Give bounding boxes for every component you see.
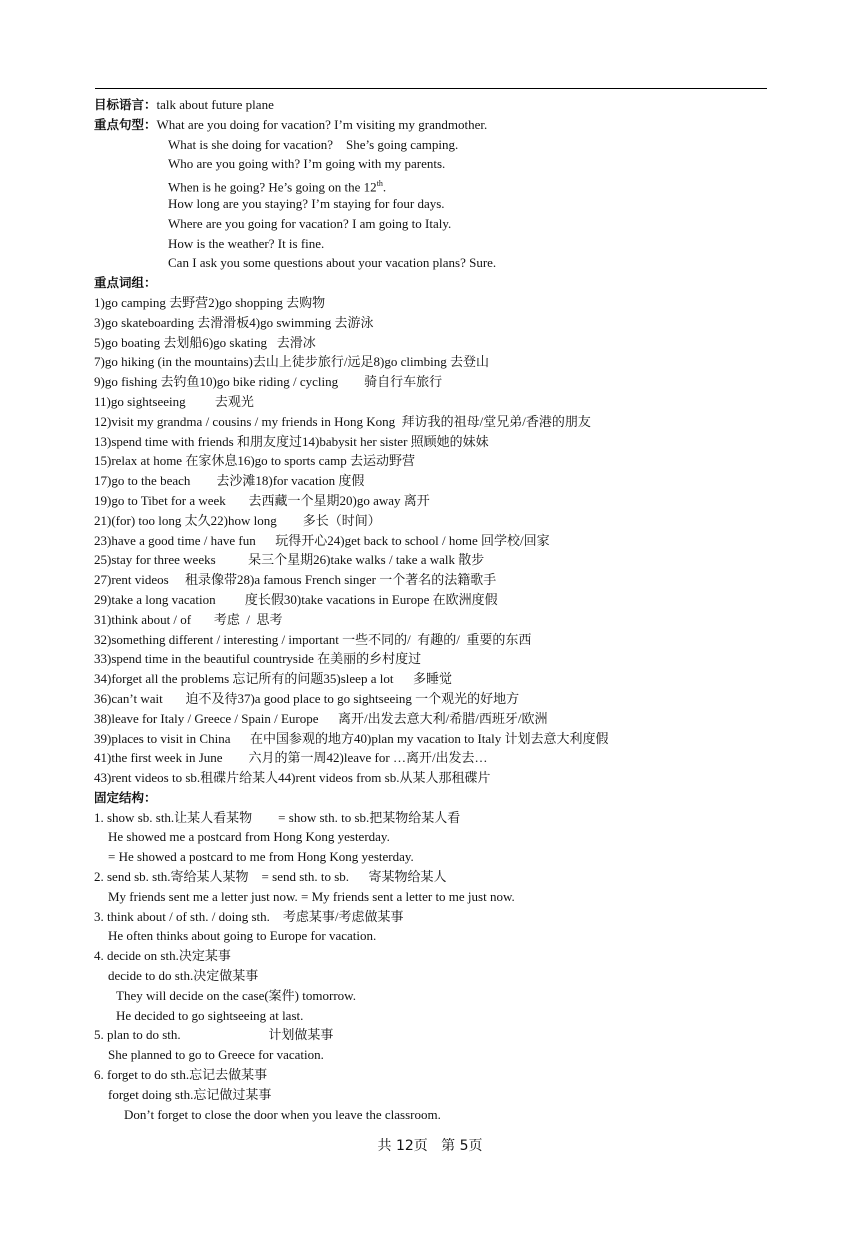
phrase-item: 28)a famous French singer 一个著名的法籍歌手: [236, 572, 497, 588]
phrase-item: 25)stay for three weeks 呆三个星期: [94, 552, 314, 568]
key-sentence: How is the weather? It is fine.: [168, 235, 325, 251]
phrase-row: [94, 550, 774, 570]
superscript-th: th: [376, 179, 383, 189]
structure-heading: 1. show sb. sth.让某人看某物 = show sth. to sb.把某物给某人看: [94, 809, 461, 825]
phrase-item: 16)go to sports camp 去运动野营: [237, 453, 415, 469]
phrase-item: 20)go away 离开: [339, 492, 430, 508]
phrase-item: 32)something different / interesting / important 一些不同的/ 有趣的/ 重要的东西: [94, 631, 532, 647]
sentence-period: .: [382, 179, 387, 194]
phrase-item: 43)rent videos to sb.租碟片给某人: [94, 770, 279, 786]
target-language-text: talk about future plane: [156, 97, 274, 112]
target-language-label: 目标语言：: [94, 97, 157, 112]
document-body: [94, 95, 774, 1124]
phrase-item: 15)relax at home 在家休息: [94, 453, 238, 469]
phrase-item: 11)go sightseeing 去观光: [94, 393, 254, 409]
page-footer: 共 12页 第 5页: [377, 1138, 483, 1154]
phrase-row: [94, 333, 774, 353]
phrase-item: 10)go bike riding / cycling 骑自行车旅行: [199, 374, 443, 390]
phrase-item: 5)go boating 去划船: [94, 334, 203, 350]
phrase-item: 13)spend time with friends 和朋友度过: [94, 433, 302, 449]
phrase-row: [94, 511, 774, 531]
phrase-item: 23)have a good time / have fun 玩得开心: [94, 532, 328, 548]
phrase-row: [94, 590, 774, 610]
phrase-row: [94, 669, 774, 689]
phrase-row: [94, 372, 774, 392]
phrase-item: 12)visit my grandma / cousins / my friends in Hong Kong 拜访我的祖母/堂兄弟/香港的朋友: [94, 413, 591, 429]
phrase-row: [94, 471, 774, 491]
structure-heading: 2. send sb. sth.寄给某人某物 = send sth. to sb. 寄某物给某人: [94, 869, 447, 885]
phrase-row: [94, 392, 774, 412]
phrase-row: [94, 610, 774, 630]
phrase-row: [94, 451, 774, 471]
structure-example: = He showed a postcard to me from Hong Kong yesterday.: [108, 849, 414, 865]
key-sentence: Can I ask you some questions about your vacation plans? Sure.: [168, 255, 497, 271]
phrase-row: [94, 689, 774, 709]
phrase-row: [94, 352, 774, 372]
phrase-row: [94, 491, 774, 511]
phrase-item: 7)go hiking (in the mountains)去山上徒步旅行/远足: [94, 354, 374, 370]
key-sentence-line: [94, 115, 774, 135]
key-sentence: What is she doing for vacation? She’s going camping.: [168, 136, 459, 152]
phrase-row: [94, 649, 774, 669]
phrase-item: 18)for vacation 度假: [255, 473, 365, 489]
phrase-item: 42)leave for …离开/出发去…: [326, 750, 488, 766]
phrase-item: 44)rent videos from sb.从某人那租碟片: [278, 770, 491, 786]
phrase-item: 3)go skateboarding 去滑滑板: [94, 314, 250, 330]
phrase-row: [94, 729, 774, 749]
structure-heading: 4. decide on sth.决定某事: [94, 948, 231, 964]
key-sentence: Who are you going with? I’m going with my parents.: [168, 156, 446, 172]
structure-list: [94, 808, 774, 1125]
phrase-item: 29)take a long vacation 度长假: [94, 591, 284, 607]
phrase-item: 37)a good place to go sightseeing 一个观光的好地方: [237, 690, 520, 706]
phrase-item: 34)forget all the problems 忘记所有的问题: [94, 671, 324, 687]
key-sentence-line: [94, 174, 774, 194]
phrase-item: 38)leave for Italy / Greece / Spain / Europe 离开/出发去意大利/希腊/西班牙/欧洲: [94, 710, 548, 726]
phrase-item: 4)go swimming 去游泳: [249, 314, 374, 330]
structure-example: forget doing sth.忘记做过某事: [108, 1086, 272, 1102]
phrase-row: [94, 531, 774, 551]
phrase-row: [94, 768, 774, 788]
structure-example: He showed me a postcard from Hong Kong yesterday.: [108, 829, 390, 845]
phrase-item: 30)take vacations in Europe 在欧洲度假: [283, 591, 498, 607]
phrase-item: 2)go shopping 去购物: [208, 294, 326, 310]
key-phrases-label: 重点词组：: [94, 275, 157, 291]
structure-heading: 5. plan to do sth. 计划做某事: [94, 1027, 334, 1043]
target-language-line: [94, 95, 774, 115]
key-sentences-label: 重点句型：: [94, 116, 157, 132]
phrase-item: 33)spend time in the beautiful countryside 在美丽的乡村度过: [94, 651, 422, 667]
phrase-item: 22)how long 多长（时间）: [210, 512, 381, 528]
phrase-item: 36)can’t wait 迫不及待: [94, 690, 238, 706]
phrase-item: 24)get back to school / home 回学校/回家: [327, 532, 550, 548]
phrase-row: [94, 313, 774, 333]
key-sentence: How long are you staying? I’m staying for four days.: [168, 195, 445, 211]
phrase-row: [94, 432, 774, 452]
header-rule: [95, 88, 767, 89]
phrase-item: 26)take walks / take a walk 散步: [313, 552, 485, 568]
structure-heading: 3. think about / of sth. / doing sth. 考虑某事/考虑做某事: [94, 908, 404, 924]
phrase-row: [94, 570, 774, 590]
phrase-row: [94, 630, 774, 650]
phrase-row: [94, 709, 774, 729]
phrase-row: [94, 748, 774, 768]
structure-example: My friends sent me a letter just now. = My friends sent a letter to me just now.: [108, 888, 515, 904]
structure-example: He decided to go sightseeing at last.: [116, 1007, 304, 1023]
phrase-item: 39)places to visit in China 在中国参观的地方: [94, 730, 354, 746]
phrase-item: 8)go climbing 去登山: [373, 354, 490, 370]
structure-example: decide to do sth.决定做某事: [108, 968, 259, 984]
phrase-item: 19)go to Tibet for a week 去西藏一个星期: [94, 492, 340, 508]
key-sentence: Where are you going for vacation? I am going to Italy.: [168, 215, 452, 231]
phrase-item: 21)(for) too long 太久: [94, 512, 211, 528]
fixed-structures-label: 固定结构：: [94, 789, 157, 805]
phrase-item: 6)go skating 去滑冰: [202, 334, 316, 350]
structure-example: He often thinks about going to Europe for vacation.: [108, 928, 377, 944]
phrase-item: 9)go fishing 去钓鱼: [94, 374, 200, 390]
phrase-row: [94, 293, 774, 313]
structure-example: They will decide on the case(案件) tomorrow.: [116, 987, 356, 1003]
phrase-item: 1)go camping 去野营: [94, 294, 209, 310]
phrase-list: [94, 293, 774, 788]
phrase-item: 27)rent videos 租录像带: [94, 572, 237, 588]
phrase-item: 14)babysit her sister 照顾她的妹妹: [301, 433, 489, 449]
structure-heading: 6. forget to do sth.忘记去做某事: [94, 1067, 268, 1083]
phrase-item: 31)think about / of 考虑 / 思考: [94, 611, 283, 627]
phrase-item: 17)go to the beach 去沙滩: [94, 473, 256, 489]
phrase-item: 40)plan my vacation to Italy 计划去意大利度假: [353, 730, 609, 746]
phrase-row: [94, 412, 774, 432]
structure-example: She planned to go to Greece for vacation.: [108, 1047, 324, 1063]
key-sentence: What are you doing for vacation? I’m visiting my grandmother.: [156, 116, 488, 132]
structure-example: Don’t forget to close the door when you leave the classroom.: [124, 1106, 441, 1122]
key-sentence: When is he going? He’s going on the 12: [168, 179, 377, 194]
phrase-item: 35)sleep a lot 多睡觉: [323, 671, 452, 687]
phrase-item: 41)the first week in June 六月的第一周: [94, 750, 327, 766]
